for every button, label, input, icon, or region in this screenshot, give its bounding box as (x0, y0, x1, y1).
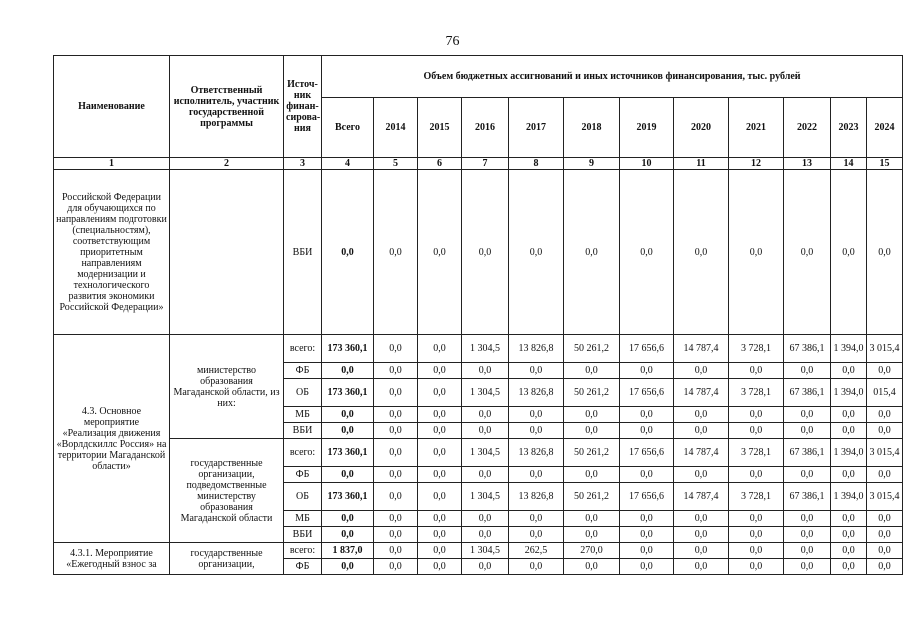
column-number: 1 (54, 158, 170, 170)
value-cell: 0,0 (867, 467, 903, 483)
value-cell: 0,0 (729, 363, 784, 379)
value-cell: 17 656,6 (620, 335, 674, 363)
value-cell: 0,0 (674, 511, 729, 527)
value-cell: 0,0 (374, 439, 418, 467)
column-number: 7 (462, 158, 509, 170)
value-cell: 0,0 (322, 467, 374, 483)
value-cell: 0,0 (462, 527, 509, 543)
value-cell: 0,0 (418, 423, 462, 439)
column-number: 4 (322, 158, 374, 170)
value-cell: 015,4 (867, 379, 903, 407)
value-cell: 0,0 (322, 170, 374, 335)
value-cell: 0,0 (867, 527, 903, 543)
value-cell: 67 386,1 (784, 379, 831, 407)
header-year: 2016 (462, 98, 509, 158)
value-cell: 50 261,2 (564, 439, 620, 467)
value-cell: 3 015,4 (867, 335, 903, 363)
row-name: Российской Федерации для обучающихся по направлениям подготовки (специальностям), соответствующим приоритетным направлениям модернизации и технологического развития экономики Российской Федерации» (54, 170, 170, 335)
value-cell: 13 826,8 (509, 483, 564, 511)
value-cell: 13 826,8 (509, 439, 564, 467)
value-cell: 0,0 (509, 423, 564, 439)
row-source: всего: (284, 543, 322, 559)
value-cell: 0,0 (867, 363, 903, 379)
value-cell: 50 261,2 (564, 335, 620, 363)
row-source: ФБ (284, 363, 322, 379)
value-cell: 0,0 (509, 511, 564, 527)
value-cell: 0,0 (374, 527, 418, 543)
value-cell: 0,0 (374, 379, 418, 407)
value-cell: 0,0 (418, 511, 462, 527)
row-source: ФБ (284, 559, 322, 575)
value-cell: 0,0 (620, 527, 674, 543)
value-cell: 0,0 (509, 170, 564, 335)
header-year: 2014 (374, 98, 418, 158)
column-number: 5 (374, 158, 418, 170)
value-cell: 3 728,1 (729, 335, 784, 363)
value-cell: 0,0 (564, 423, 620, 439)
column-number: 11 (674, 158, 729, 170)
header-row (54, 56, 903, 98)
value-cell: 0,0 (729, 467, 784, 483)
header-year: 2021 (729, 98, 784, 158)
value-cell: 173 360,1 (322, 379, 374, 407)
value-cell: 17 656,6 (620, 483, 674, 511)
value-cell: 0,0 (374, 559, 418, 575)
value-cell: 0,0 (620, 467, 674, 483)
value-cell: 0,0 (867, 511, 903, 527)
header-volume: Объем бюджетных ассигнований и иных источников финансирования, тыс. рублей (322, 56, 903, 98)
table-row (54, 439, 903, 467)
value-cell: 0,0 (784, 543, 831, 559)
value-cell: 1 304,5 (462, 543, 509, 559)
value-cell: 50 261,2 (564, 379, 620, 407)
value-cell: 17 656,6 (620, 379, 674, 407)
table-row (54, 335, 903, 363)
header-year: 2023 (831, 98, 867, 158)
value-cell: 0,0 (462, 423, 509, 439)
value-cell: 0,0 (729, 543, 784, 559)
row-source: МБ (284, 511, 322, 527)
value-cell: 0,0 (418, 559, 462, 575)
column-number: 8 (509, 158, 564, 170)
value-cell: 0,0 (418, 379, 462, 407)
value-cell: 0,0 (729, 170, 784, 335)
column-number: 2 (170, 158, 284, 170)
value-cell: 14 787,4 (674, 483, 729, 511)
value-cell: 0,0 (784, 423, 831, 439)
header-year: 2018 (564, 98, 620, 158)
measure-responsible: министерство образования Магаданской области, из них: (170, 335, 284, 439)
value-cell: 0,0 (374, 543, 418, 559)
row-source: ВБИ (284, 527, 322, 543)
value-cell: 0,0 (867, 407, 903, 423)
header-year: 2017 (509, 98, 564, 158)
measure-responsible: государственные организации, подведомственные министерству образования Магаданской области (170, 439, 284, 543)
value-cell: 0,0 (462, 467, 509, 483)
value-cell: 1 837,0 (322, 543, 374, 559)
value-cell: 0,0 (322, 407, 374, 423)
value-cell: 0,0 (867, 170, 903, 335)
value-cell: 14 787,4 (674, 439, 729, 467)
header-year: 2022 (784, 98, 831, 158)
value-cell: 0,0 (418, 335, 462, 363)
value-cell: 0,0 (564, 363, 620, 379)
value-cell: 0,0 (620, 407, 674, 423)
header-name: Наименование (54, 56, 170, 158)
value-cell: 0,0 (462, 363, 509, 379)
row-responsible (170, 170, 284, 335)
column-number: 14 (831, 158, 867, 170)
value-cell: 13 826,8 (509, 335, 564, 363)
value-cell: 1 394,0 (831, 483, 867, 511)
value-cell: 0,0 (674, 423, 729, 439)
value-cell: 1 304,5 (462, 483, 509, 511)
value-cell: 0,0 (784, 407, 831, 423)
header-year: 2019 (620, 98, 674, 158)
value-cell: 0,0 (418, 170, 462, 335)
value-cell: 0,0 (374, 423, 418, 439)
sub-measure-name: 4.3.1. Мероприятие «Ежегодный взнос за (54, 543, 170, 575)
column-number: 12 (729, 158, 784, 170)
page-number: 76 (445, 34, 460, 49)
value-cell: 0,0 (620, 363, 674, 379)
value-cell: 3 015,4 (867, 483, 903, 511)
value-cell: 0,0 (784, 467, 831, 483)
value-cell: 0,0 (418, 483, 462, 511)
header-responsible: Ответственный исполнитель, участник государственной программы (170, 56, 284, 158)
value-cell: 0,0 (784, 511, 831, 527)
row-source: МБ (284, 407, 322, 423)
value-cell: 0,0 (564, 467, 620, 483)
value-cell: 3 728,1 (729, 439, 784, 467)
value-cell: 0,0 (620, 543, 674, 559)
value-cell: 0,0 (564, 407, 620, 423)
value-cell: 67 386,1 (784, 335, 831, 363)
value-cell: 0,0 (867, 423, 903, 439)
value-cell: 0,0 (674, 407, 729, 423)
value-cell: 0,0 (729, 407, 784, 423)
header-source: Источ-ник финан-сирова-ния (284, 56, 322, 158)
header-year: 2015 (418, 98, 462, 158)
value-cell: 0,0 (674, 170, 729, 335)
column-number: 3 (284, 158, 322, 170)
header-year: 2024 (867, 98, 903, 158)
value-cell: 0,0 (831, 407, 867, 423)
value-cell: 1 394,0 (831, 335, 867, 363)
value-cell: 0,0 (418, 439, 462, 467)
value-cell: 0,0 (784, 170, 831, 335)
value-cell: 0,0 (374, 335, 418, 363)
value-cell: 173 360,1 (322, 483, 374, 511)
value-cell: 0,0 (418, 527, 462, 543)
table-row (54, 170, 903, 335)
value-cell: 0,0 (322, 559, 374, 575)
value-cell: 3 015,4 (867, 439, 903, 467)
value-cell: 67 386,1 (784, 483, 831, 511)
value-cell: 0,0 (831, 423, 867, 439)
measure-name: 4.3. Основное мероприятие «Реализация движения «Ворлдскиллс Россия» на территории Магаданской области» (54, 335, 170, 543)
value-cell: 0,0 (729, 423, 784, 439)
column-number: 9 (564, 158, 620, 170)
value-cell: 0,0 (462, 170, 509, 335)
value-cell: 0,0 (322, 511, 374, 527)
value-cell: 0,0 (564, 527, 620, 543)
value-cell: 0,0 (674, 363, 729, 379)
column-number: 10 (620, 158, 674, 170)
value-cell: 0,0 (418, 363, 462, 379)
value-cell: 0,0 (674, 467, 729, 483)
value-cell: 0,0 (418, 407, 462, 423)
value-cell: 0,0 (867, 543, 903, 559)
value-cell: 0,0 (418, 543, 462, 559)
column-number: 6 (418, 158, 462, 170)
value-cell: 0,0 (374, 483, 418, 511)
value-cell: 1 394,0 (831, 379, 867, 407)
value-cell: 0,0 (374, 511, 418, 527)
value-cell: 0,0 (509, 527, 564, 543)
value-cell: 0,0 (674, 527, 729, 543)
value-cell: 67 386,1 (784, 439, 831, 467)
value-cell: 0,0 (509, 559, 564, 575)
header-year: 2020 (674, 98, 729, 158)
value-cell: 0,0 (620, 170, 674, 335)
value-cell: 173 360,1 (322, 439, 374, 467)
value-cell: 1 304,5 (462, 439, 509, 467)
value-cell: 0,0 (374, 467, 418, 483)
row-source: ВБИ (284, 423, 322, 439)
budget-table (53, 55, 903, 575)
value-cell: 3 728,1 (729, 483, 784, 511)
value-cell: 0,0 (620, 511, 674, 527)
value-cell: 173 360,1 (322, 335, 374, 363)
row-source: ОБ (284, 483, 322, 511)
row-source: ОБ (284, 379, 322, 407)
value-cell: 262,5 (509, 543, 564, 559)
value-cell: 270,0 (564, 543, 620, 559)
value-cell: 0,0 (509, 407, 564, 423)
value-cell: 0,0 (729, 559, 784, 575)
value-cell: 0,0 (322, 423, 374, 439)
table-row (54, 543, 903, 559)
value-cell: 0,0 (831, 559, 867, 575)
value-cell: 0,0 (509, 467, 564, 483)
value-cell: 0,0 (831, 170, 867, 335)
value-cell: 0,0 (374, 407, 418, 423)
value-cell: 0,0 (564, 170, 620, 335)
value-cell: 0,0 (564, 511, 620, 527)
value-cell: 0,0 (831, 527, 867, 543)
column-numbers-row (54, 158, 903, 170)
value-cell: 0,0 (674, 543, 729, 559)
value-cell: 0,0 (831, 543, 867, 559)
value-cell: 3 728,1 (729, 379, 784, 407)
value-cell: 0,0 (564, 559, 620, 575)
value-cell: 0,0 (374, 170, 418, 335)
row-source: всего: (284, 439, 322, 467)
value-cell: 0,0 (784, 559, 831, 575)
value-cell: 0,0 (462, 407, 509, 423)
value-cell: 1 304,5 (462, 379, 509, 407)
row-source: ВБИ (284, 170, 322, 335)
value-cell: 0,0 (322, 363, 374, 379)
value-cell: 0,0 (620, 559, 674, 575)
value-cell: 1 304,5 (462, 335, 509, 363)
header-total: Всего (322, 98, 374, 158)
value-cell: 17 656,6 (620, 439, 674, 467)
value-cell: 0,0 (374, 363, 418, 379)
row-source: ФБ (284, 467, 322, 483)
sub-measure-responsible: государственные организации, (170, 543, 284, 575)
value-cell: 0,0 (784, 363, 831, 379)
value-cell: 14 787,4 (674, 379, 729, 407)
value-cell: 0,0 (831, 511, 867, 527)
value-cell: 0,0 (322, 527, 374, 543)
value-cell: 0,0 (418, 467, 462, 483)
value-cell: 0,0 (509, 363, 564, 379)
value-cell: 14 787,4 (674, 335, 729, 363)
column-number: 15 (867, 158, 903, 170)
value-cell: 0,0 (462, 511, 509, 527)
value-cell: 50 261,2 (564, 483, 620, 511)
value-cell: 0,0 (674, 559, 729, 575)
value-cell: 0,0 (831, 467, 867, 483)
value-cell: 13 826,8 (509, 379, 564, 407)
value-cell: 1 394,0 (831, 439, 867, 467)
value-cell: 0,0 (831, 363, 867, 379)
value-cell: 0,0 (729, 511, 784, 527)
value-cell: 0,0 (620, 423, 674, 439)
value-cell: 0,0 (867, 559, 903, 575)
value-cell: 0,0 (462, 559, 509, 575)
value-cell: 0,0 (784, 527, 831, 543)
row-source: всего: (284, 335, 322, 363)
column-number: 13 (784, 158, 831, 170)
value-cell: 0,0 (729, 527, 784, 543)
